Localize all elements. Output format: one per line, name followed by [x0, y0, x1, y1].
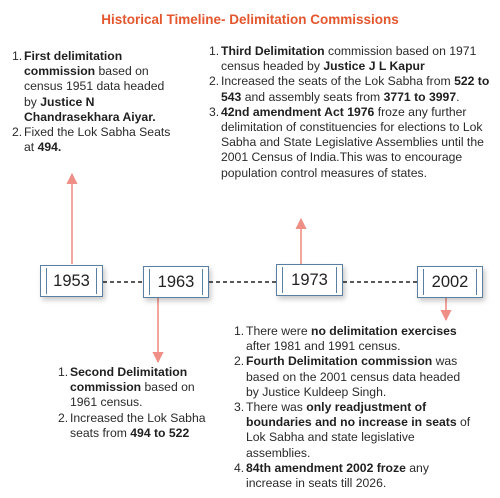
- list-item: 2. Fixed the Lok Sabha Seats at 494.: [12, 125, 171, 155]
- year-label: 2002: [431, 272, 469, 291]
- year-box-2002: [417, 266, 483, 298]
- list-item: 1. There were no delimitation exercises after 1981 and 1991 census.: [234, 324, 457, 354]
- year-box-1953: [40, 265, 103, 297]
- list-item: 4. 84th amendment 2002 froze any increase in seats till 2026.: [234, 460, 429, 491]
- third-commission-note: [209, 44, 493, 181]
- list-item: 1. Third Delimitation commission based on 1971 census headed by Justice J L Kapur: [209, 44, 477, 74]
- list-item: 3. There was only readjustment of boundaries and no increase in seats of Lok Sabha and state legislative assemblies.: [234, 400, 471, 460]
- list-item: 1. Second Delimitation commission based on 1961 census.: [58, 365, 195, 410]
- list-item: 1. First delimitation commission based on census 1951 data headed by Justice N Chandrasekhara Aiyar.: [12, 49, 165, 124]
- year-label: 1973: [291, 270, 328, 289]
- list-item: 2. Fourth Delimitation commission was based on the 2001 census data headed by Justice Kuldeep Singh.: [234, 354, 461, 399]
- list-item: 2. Increased the seats of the Lok Sabha from 522 to 543 and assembly seats from 3771 to 3997.: [209, 74, 490, 104]
- list-item: 3. 42nd amendment Act 1976 froze any further delimitation of constituencies for elections to Lok Sabha and State Legislative Assemblies until the 2001 Census of India.This was to encourage population control measures of states.: [209, 104, 484, 180]
- year-box-1963: [143, 266, 209, 298]
- year-box-1973: [276, 264, 343, 296]
- first-commission-note: [12, 49, 172, 155]
- list-item: 2. Increased the Lok Sabha seats from 494 to 522: [58, 410, 206, 440]
- page-title: Historical Timeline- Delimitation Commissions: [101, 12, 399, 27]
- fourth-commission-note: [234, 324, 472, 491]
- year-label: 1963: [157, 272, 195, 291]
- second-commission-note: [58, 365, 208, 441]
- year-label: 1953: [53, 271, 90, 290]
